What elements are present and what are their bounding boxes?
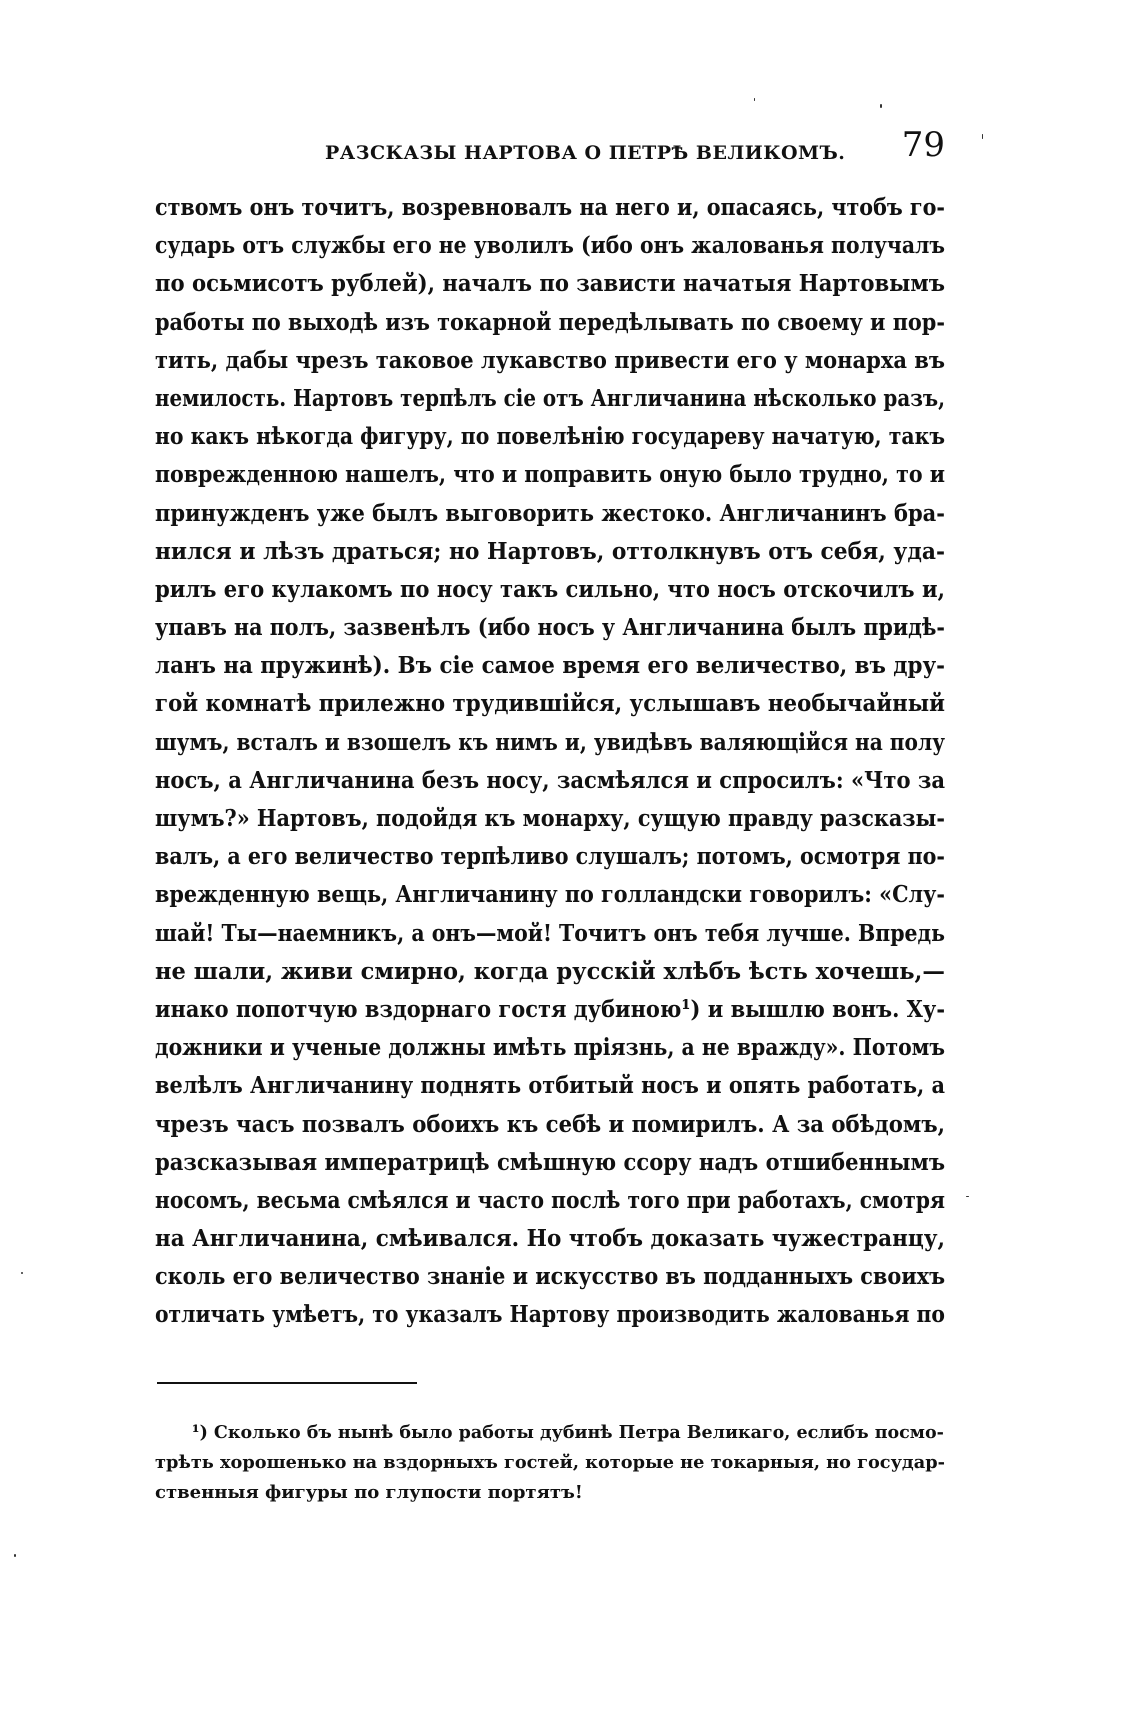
text-line: носомъ, весьма смѣялся и часто послѣ того при работахъ, смотря (155, 1185, 945, 1214)
text-line: гой комнатѣ прилежно трудившійся, услышавъ необычайный (155, 689, 945, 718)
text-line: работы по выходѣ изъ токарной передѣлывать по своему и пор- (155, 307, 945, 336)
text-line: шай! Ты—наемникъ, а онъ—мой! Точитъ онъ тебя лучше. Впредь (155, 918, 946, 947)
text-line: валъ, а его величество терпѣливо слушалъ; потомъ, осмотря по- (155, 842, 945, 871)
text-line: упавъ на полъ, зазвенѣлъ (ибо носъ у Англичанина былъ придѣ- (155, 613, 946, 642)
text-line: отличать умѣетъ, то указалъ Нартову производить жалованья по (155, 1300, 945, 1329)
scan-speck (880, 104, 882, 108)
text-line: по осьмисотъ рублей), началъ по зависти начатыя Нартовымъ (155, 269, 945, 298)
scan-speck (966, 1196, 969, 1197)
footnote-line: трѣть хорошенько на вздорныхъ гостей, которые не токарныя, но государ- (155, 1452, 945, 1473)
text-line: шумъ?» Нартовъ, подойдя къ монарху, сущую правду разсказы- (155, 804, 945, 832)
body-text (155, 188, 945, 1334)
footnote-rule (157, 1382, 417, 1384)
page-number: 79 (901, 125, 945, 165)
text-line: рилъ его кулакомъ по носу такъ сильно, что носъ отскочилъ и, (155, 574, 945, 603)
text-line: не шали, живи смирно, когда русскій хлѣбъ ѣсть хочешь,— (155, 956, 945, 985)
running-title: РАЗСКАЗЫ НАРТОВА О ПЕТРѢ ВЕЛИКОМЪ. (325, 142, 846, 164)
text-line: врежденную вещь, Англичанину по голландски говорилъ: «Слу- (155, 880, 946, 909)
text-line: инако попотчую вздорнаго гостя дубиною¹) и вышлю вонъ. Ху- (155, 994, 946, 1023)
text-line: принужденъ уже былъ выговорить жестоко. Англичанинъ бра- (155, 498, 945, 527)
text-line: разсказывая императрицѣ смѣшную ссору надъ отшибеннымъ (155, 1147, 946, 1176)
scan-speck (754, 98, 755, 101)
text-line: шумъ, всталъ и взошелъ къ нимъ и, увидѣвъ валяющійся на полу (155, 727, 946, 756)
text-line: тить, дабы чрезъ таковое лукавство привести его у монарха въ (155, 345, 946, 374)
running-head (155, 125, 945, 174)
footnote-line: ¹) Сколько бъ нынѣ было работы дубинѣ Петра Великаго, еслибъ посмо- (191, 1422, 944, 1443)
text-line: поврежденною нашелъ, что и поправить оную было трудно, то и (155, 460, 945, 489)
footnote (155, 1418, 945, 1508)
text-line: немилость. Нартовъ терпѣлъ сіе отъ Англичанина нѣсколько разъ, (155, 383, 946, 412)
scan-speck (21, 1272, 23, 1274)
text-line: дожники и ученые должны имѣть пріязнь, а не вражду». Потомъ (155, 1033, 946, 1062)
text-line: носъ, а Англичанина безъ носу, засмѣялся и спросилъ: «Что за (155, 765, 946, 794)
text-line: нился и лѣзъ драться; но Нартовъ, оттолкнувъ отъ себя, уда- (155, 536, 946, 565)
text-line: сколь его величество знаніе и искусство въ подданныхъ своихъ (155, 1262, 946, 1291)
text-line: велѣлъ Англичанину поднять отбитый носъ и опять работать, а (155, 1071, 946, 1100)
scan-speck (982, 134, 983, 139)
text-line: чрезъ часъ позвалъ обоихъ къ себѣ и помирилъ. А за обѣдомъ, (155, 1109, 945, 1138)
text-line: на Англичанина, смѣивался. Но чтобъ доказать чужестранцу, (155, 1224, 946, 1253)
text-line: сударь отъ службы его не уволилъ (ибо онъ жалованья получалъ (155, 231, 945, 260)
text-line: ланъ на пружинѣ). Въ сіе самое время его величество, въ дру- (155, 651, 946, 680)
footnote-line: ственныя фигуры по глупости портятъ! (155, 1482, 583, 1503)
text-line: ствомъ онъ точитъ, возревновалъ на него и, опасаясь, чтобъ го- (155, 193, 945, 221)
scan-speck (14, 1554, 16, 1557)
text-line: но какъ нѣкогда фигуру, по повелѣнію государеву начатую, такъ (155, 422, 946, 451)
